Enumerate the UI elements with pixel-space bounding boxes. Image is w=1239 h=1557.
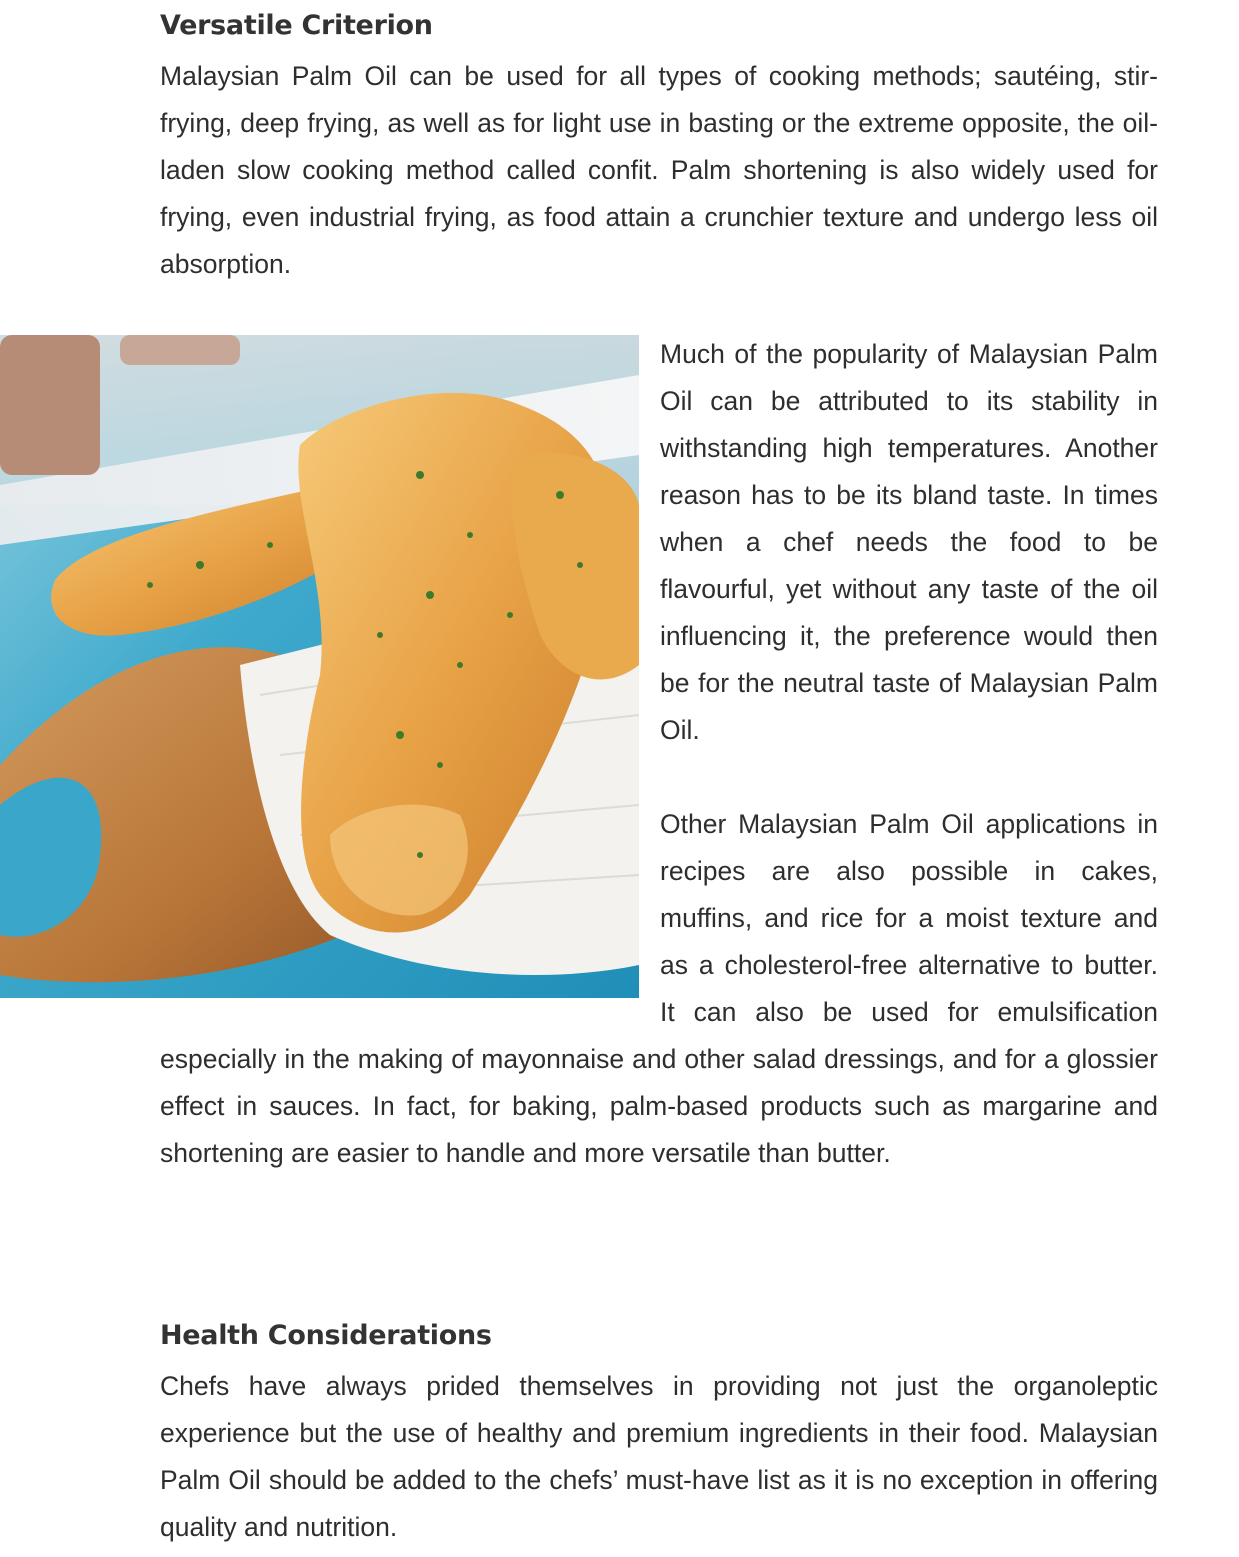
applications-paragraph: Other Malaysian Palm Oil applications in recipes are also possible in cakes, muffins, and rice for a moist texture and as a cholesterol-free alternative to butter. It can also be used for emulsification especially in the making of mayonnaise and other salad dressings, and for a glossier effect in sauces. In fact, for baking, palm-based products such as margarine and shortening are easier to handle and more versatile than butter. [160,809,1158,1168]
photo-spacer [160,331,660,1009]
section-health-considerations [160,1316,1158,1551]
text-beside-photo [160,331,1158,1177]
section-heading: Versatile Criterion [160,10,433,41]
section-paragraph: Chefs have always prided themselves in providing not just the organoleptic experience but the use of healthy and premium ingredients in their food. Malaysian Palm Oil should be added to the chefs’ must-have list as it is no exception in offering quality and nutrition. [160,1371,1158,1542]
section-paragraph: Malaysian Palm Oil can be used for all types of cooking methods; sautéing, stir-frying, deep frying, as well as for light use in basting or the extreme opposite, the oil-laden slow cooking method called confit. Palm shortening is also widely used for frying, even industrial frying, as food attain a crunchier texture and undergo less oil absorption. [160,61,1158,279]
popularity-paragraph: Much of the popularity of Malaysian Palm Oil can be attributed to its stability in withstanding high temperatures. Another reason has to be its bland taste. In times when a chef needs the food to be flavourful, yet without any taste of the oil influencing it, the preference would then be for the neutral taste of Malaysian Palm Oil. [660,339,1158,745]
section-versatile-criterion [160,6,1158,288]
section-heading: Health Considerations [160,1320,492,1351]
